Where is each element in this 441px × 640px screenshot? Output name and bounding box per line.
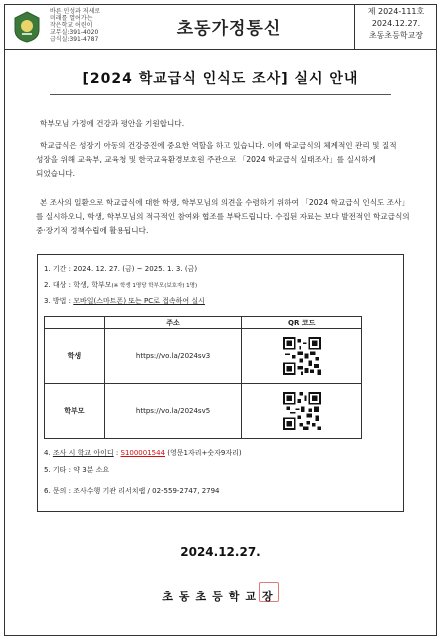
phone-line: 교무실:391-4020: [50, 29, 99, 36]
row-label-student: 학생: [45, 329, 105, 384]
document-meta: [355, 6, 437, 42]
table-header-blank: [45, 317, 105, 329]
parent-survey-link[interactable]: https://vo.la/2024sv5: [104, 384, 242, 439]
school-id-prefix: 4.: [44, 449, 53, 457]
intro-paragraph: 학교급식은 성장기 아동의 건강증진에 중요한 역할을 하고 있습니다. 이에 학교급식의 체계적인 관리 및 질적 성장을 위해 교육부, 교육청 및 한국교육환경보호원 주관으로 「2024 학교급식 실태조사」를 실시하게 되었습니다.: [36, 141, 397, 178]
footer-school-principal: 초동초등학교장: [162, 590, 279, 603]
school-id: [44, 448, 242, 458]
survey-duration: 5. 기타 : 약 3분 소요: [44, 466, 110, 474]
row-label-parent: 학부모: [45, 384, 105, 439]
newsletter-header: [4, 4, 437, 50]
doc-number: 제 2024-111호: [367, 7, 425, 16]
purpose-paragraph: 본 조사의 일환으로 학교급식에 대한 학생, 학부모님의 의견을 수렴하기 위하여 「2024 학교급식 인식도 조사」를 실시하오니, 학생, 학부모님의 적극적인 참여와 협조를 부탁드립니다. 수집된 자료는 보다 발전적인 학교급식의 중·장기적 정책수립에 활용됩니다.: [36, 198, 410, 235]
target-note: (※ 학생 1명당 학부모(보호자) 1명): [111, 283, 198, 289]
method-prefix: 3. 방법 :: [44, 297, 74, 305]
document-title: [2024 학교급식 인식도 조사] 실시 안내: [82, 71, 359, 87]
parent-qr-cell: [242, 384, 362, 439]
survey-link-table: [44, 316, 362, 439]
newsletter-title: 초동가정통신: [176, 19, 282, 39]
survey-target: [44, 280, 197, 291]
survey-info-box: [37, 254, 404, 512]
school-id-sep: :: [113, 449, 121, 457]
qr-code-icon[interactable]: [283, 337, 321, 375]
motto-line: 미래를 열어가는: [50, 15, 93, 22]
title-underline: [50, 94, 391, 95]
table-header-row: [45, 317, 362, 329]
school-motto: [50, 8, 140, 43]
doc-date: 2024.12.27.: [371, 19, 421, 28]
issuer: 초동초등학교장: [368, 31, 424, 40]
motto-line: 작은학교 어린이: [50, 22, 93, 29]
survey-period: 1. 기간 : 2024. 12. 27. (금) ~ 2025. 1. 3. (금): [44, 265, 198, 273]
table-row: [45, 384, 362, 439]
qr-code-icon[interactable]: [283, 392, 321, 430]
student-qr-cell: [242, 329, 362, 384]
official-stamp-icon: [259, 582, 279, 602]
school-id-label: 조사 시 학교 아이디: [52, 449, 114, 457]
greeting-paragraph: 학부모님 가정에 건강과 평안을 기원합니다.: [40, 119, 185, 128]
school-seal-icon: [12, 10, 42, 44]
phone-line: 급식실:391-4787: [50, 36, 99, 43]
student-survey-link[interactable]: https://vo.la/2024sv3: [104, 329, 242, 384]
target-text: 2. 대상 : 학생, 학부모: [44, 281, 112, 289]
school-id-note: (영문1자리+숫자9자리): [165, 449, 242, 457]
school-id-value: S100001544: [120, 449, 166, 457]
method-text: 모바일(스마트폰) 또는 PC로 접속하여 실시: [73, 297, 205, 305]
table-header-qr: QR 코드: [242, 317, 362, 329]
table-row: [45, 329, 362, 384]
survey-method: [44, 296, 205, 306]
footer-date: 2024.12.27.: [180, 545, 261, 559]
motto-line: 바른 인성과 저세로: [50, 8, 101, 15]
survey-contact: 6. 문의 : 조사수행 기관 리서치랩 / 02-559-2747, 2794: [44, 487, 220, 495]
table-header-address: 주소: [104, 317, 242, 329]
